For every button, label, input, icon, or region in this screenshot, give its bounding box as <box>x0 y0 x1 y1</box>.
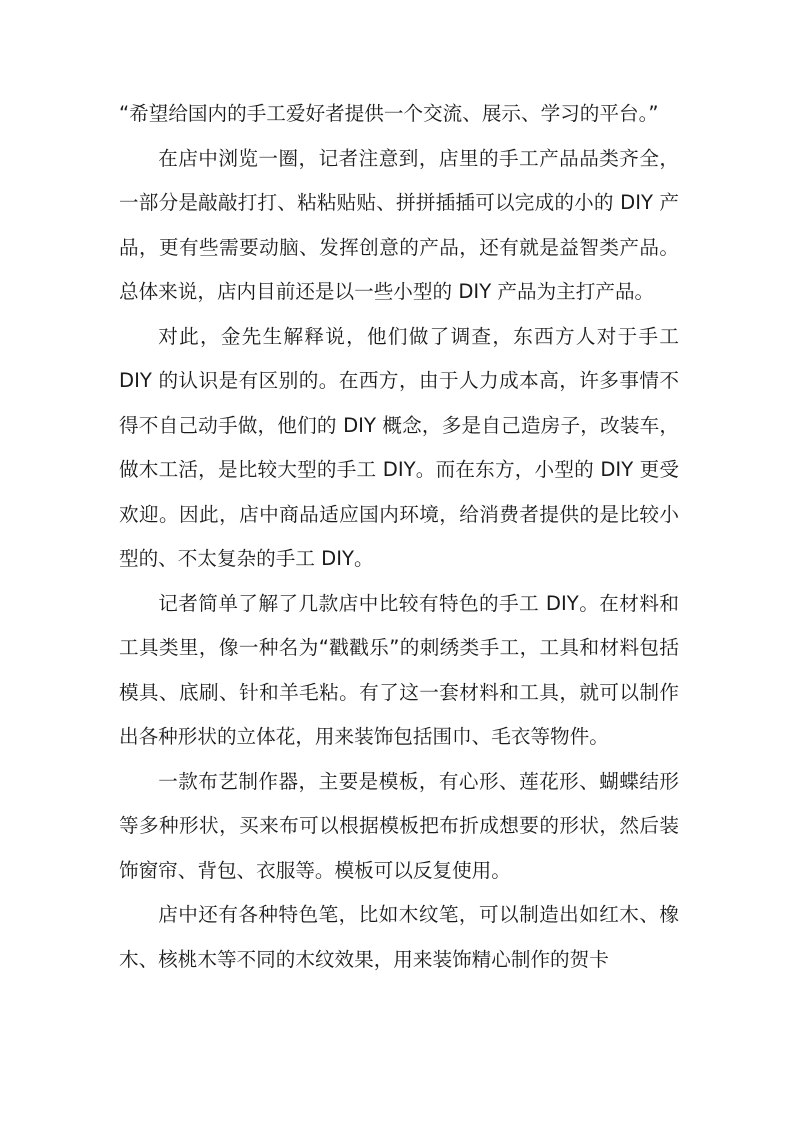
paragraph-store-overview: 在店中浏览一圈，记者注意到，店里的手工产品品类齐全，一部分是敲敲打打、粘粘贴贴、拼拼插插可以完成的小的 DIY 产品，更有些需要动脑、发挥创意的产品，还有就是益智类产品。总体来说，店内目前还是以一些小型的 DIY 产品为主打产品。 <box>119 146 679 303</box>
paragraph-special-pens: 店中还有各种特色笔，比如木纹笔，可以制造出如红木、橡木、核桃木等不同的木纹效果，用来装饰精心制作的贺卡 <box>119 903 679 971</box>
article-body <box>119 92 679 982</box>
paragraph-east-west-diy: 对此，金先生解释说，他们做了调查，东西方人对于手工 DIY 的认识是有区别的。在西方，由于人力成本高，许多事情不得不自己动手做，他们的 DIY 概念，多是自己造房子，改装车，做木工活，是比较大型的手工 DIY。而在东方，小型的 DIY 更受欢迎。因此，店中商品适应国内环境，给消费者提供的是比较小型的、不太复杂的手工 DIY。 <box>119 324 679 570</box>
paragraph-embroidery-kit: 记者简单了解了几款店中比较有特色的手工 DIY。在材料和工具类里，像一种名为“戳戳乐”的刺绣类手工，工具和材料包括模具、底刷、针和羊毛粘。有了这一套材料和工具，就可以制作出各种形状的立体花，用来装饰包括围巾、毛衣等物件。 <box>119 591 679 748</box>
paragraph-quote: “希望给国内的手工爱好者提供一个交流、展示、学习的平台。” <box>119 102 659 125</box>
paragraph-fabric-template: 一款布艺制作器，主要是模板，有心形、莲花形、蝴蝶结形等多种形状，买来布可以根据模板把布折成想要的形状，然后装饰窗帘、背包、衣服等。模板可以反复使用。 <box>119 769 679 882</box>
